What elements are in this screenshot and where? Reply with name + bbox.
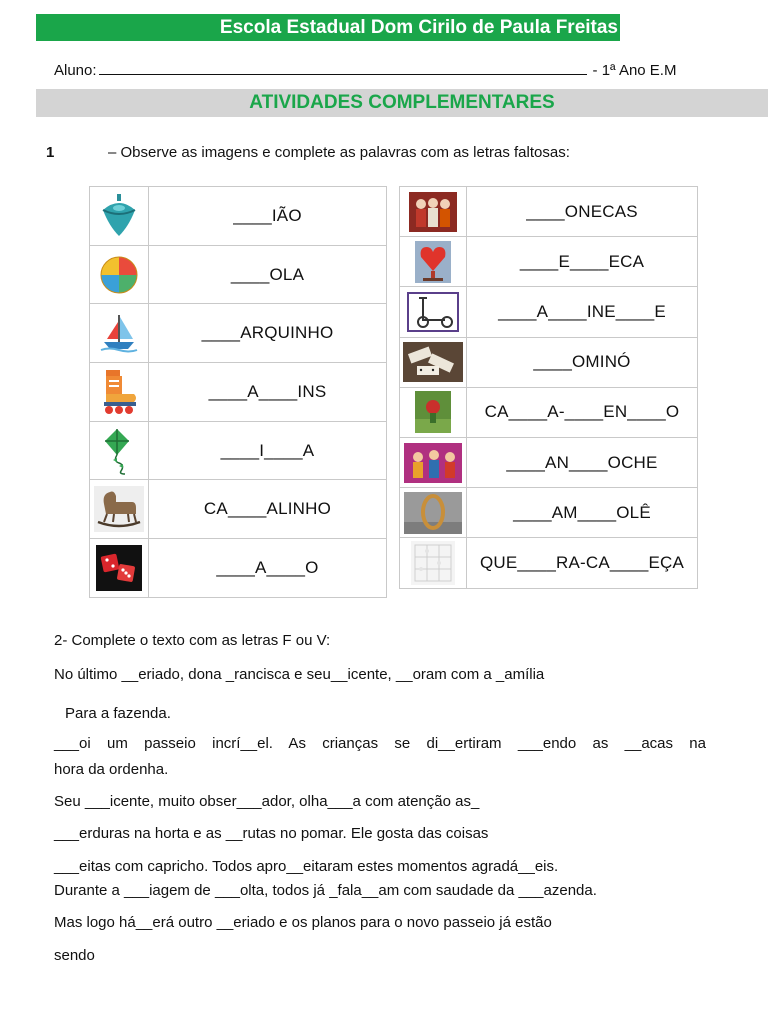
right-word-table xyxy=(399,186,698,589)
left-word-table xyxy=(89,186,387,598)
section-title: ATIVIDADES COMPLEMENTARES xyxy=(249,92,555,113)
rocking-horse-icon xyxy=(94,486,144,532)
word-cell[interactable]: ____OLA xyxy=(149,245,387,304)
dolls-icon xyxy=(409,192,457,232)
table-row xyxy=(400,287,698,337)
table-row xyxy=(90,421,387,480)
kite-icon xyxy=(99,427,139,475)
text-line: hora da ordenha. xyxy=(54,761,169,778)
scooter-icon xyxy=(407,292,459,332)
image-cell xyxy=(400,437,467,487)
spinning-top-icon xyxy=(99,194,139,238)
image-cell xyxy=(400,237,467,287)
text-line: sendo xyxy=(54,947,95,964)
image-cell xyxy=(400,287,467,337)
dice-icon xyxy=(96,545,142,591)
text-line[interactable]: Durante a ___iagem de ___olta, todos já _fala__am com saudade da ___azenda. xyxy=(54,882,597,899)
text-line[interactable]: Mas logo há__erá outro __eriado e os planos para o novo passeio já estão xyxy=(54,914,552,931)
table-row xyxy=(400,538,698,588)
image-cell xyxy=(90,304,149,363)
word-cell[interactable]: ____I____A xyxy=(149,421,387,480)
roller-skate-icon xyxy=(98,368,140,416)
text-line[interactable]: Para a fazenda. xyxy=(65,705,171,722)
sailboat-icon xyxy=(99,312,139,354)
toy-figure-icon xyxy=(415,241,451,283)
word-cell[interactable]: ____OMINÓ xyxy=(467,337,698,387)
word-cell[interactable]: ____A____INS xyxy=(149,363,387,422)
table-row xyxy=(90,304,387,363)
student-line xyxy=(54,62,714,79)
question1-prompt: – Observe as imagens e complete as palavras com as letras faltosas: xyxy=(108,144,570,161)
question1-number: 1 xyxy=(46,144,55,161)
image-cell xyxy=(90,421,149,480)
table-row xyxy=(400,488,698,538)
word-cell[interactable]: ____IÃO xyxy=(149,187,387,246)
word-cell[interactable]: ____ARQUINHO xyxy=(149,304,387,363)
hula-hoop-icon xyxy=(404,492,462,534)
image-cell xyxy=(400,337,467,387)
text-line[interactable]: ___eitas com capricho. Todos apro__eitaram estes momentos agradá__eis. xyxy=(54,858,559,875)
word-cell[interactable]: CA____A-____EN____O xyxy=(467,387,698,437)
garden-toy-icon xyxy=(415,391,451,433)
student-name-blank[interactable] xyxy=(99,63,587,75)
image-cell xyxy=(90,363,149,422)
word-cell[interactable]: ____AM____OLÊ xyxy=(467,488,698,538)
question2-prompt: 2- Complete o texto com as letras F ou V: xyxy=(54,632,331,649)
image-cell xyxy=(400,187,467,237)
text-line[interactable]: ___oi um passeio incrí__el. As crianças se di__ertiram ___endo as __acas na xyxy=(54,735,706,752)
image-cell xyxy=(90,245,149,304)
table-row xyxy=(90,539,387,598)
beach-ball-icon xyxy=(99,255,139,295)
image-cell xyxy=(90,539,149,598)
image-cell xyxy=(400,488,467,538)
table-row xyxy=(90,480,387,539)
text-line[interactable]: ___erduras na horta e as __rutas no pomar. Ele gosta das coisas xyxy=(54,825,489,842)
table-row xyxy=(400,437,698,487)
text-line[interactable]: No último __eriado, dona _rancisca e seu__icente, __oram com a _amília xyxy=(54,666,545,683)
word-cell[interactable]: ____A____INE____E xyxy=(467,287,698,337)
table-row xyxy=(400,337,698,387)
school-title: Escola Estadual Dom Cirilo de Paula Freitas xyxy=(36,14,620,41)
domino-icon xyxy=(403,342,463,382)
text-line[interactable]: Seu ___icente, muito obser___ador, olha___a com atenção as_ xyxy=(54,793,480,810)
image-cell xyxy=(90,480,149,539)
student-label: Aluno: xyxy=(54,62,97,79)
table-row xyxy=(400,237,698,287)
table-row xyxy=(90,363,387,422)
table-row xyxy=(400,387,698,437)
word-cell[interactable]: QUE____RA-CA____EÇA xyxy=(467,538,698,588)
image-cell xyxy=(400,538,467,588)
puppet-show-icon xyxy=(404,443,462,483)
grade-label: - 1ª Ano E.M xyxy=(592,62,677,79)
word-cell[interactable]: ____AN____OCHE xyxy=(467,437,698,487)
image-cell xyxy=(90,187,149,246)
table-row xyxy=(90,187,387,246)
word-cell[interactable]: ____E____ECA xyxy=(467,237,698,287)
word-cell[interactable]: CA____ALINHO xyxy=(149,480,387,539)
table-row xyxy=(90,245,387,304)
table-row xyxy=(400,187,698,237)
image-cell xyxy=(400,387,467,437)
word-cell[interactable]: ____A____O xyxy=(149,539,387,598)
word-cell[interactable]: ____ONECAS xyxy=(467,187,698,237)
jigsaw-puzzle-icon xyxy=(411,541,455,585)
